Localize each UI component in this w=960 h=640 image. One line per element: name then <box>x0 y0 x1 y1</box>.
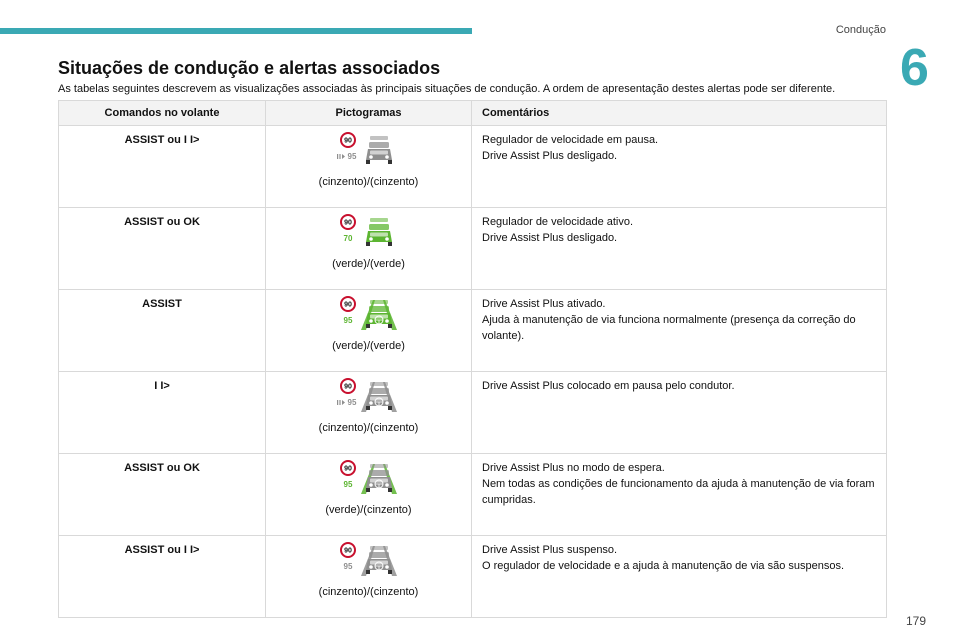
table-row <box>59 208 887 290</box>
comments-cell <box>472 290 887 372</box>
set-speed-value: 95 <box>343 480 352 489</box>
set-speed-value: 95 <box>343 562 352 571</box>
drive-assist-pictogram <box>337 296 401 334</box>
steering-command: ASSIST ou OK <box>59 454 266 536</box>
comment-line: Drive Assist Plus no modo de espera. <box>482 462 665 474</box>
comment-line: Drive Assist Plus colocado em pausa pelo condutor. <box>482 380 735 392</box>
pause-icon <box>337 154 345 159</box>
speed-limit-value: 90 <box>343 301 352 309</box>
comments-cell <box>472 454 887 536</box>
alerts-table <box>58 100 887 618</box>
drive-assist-pictogram <box>337 542 401 580</box>
pictogram-color-label: (cinzento)/(cinzento) <box>318 176 419 188</box>
drive-assist-pictogram <box>337 378 401 416</box>
set-speed-value: 95 <box>347 398 356 407</box>
steering-command: I I> <box>59 372 266 454</box>
pictogram-cell <box>266 372 472 454</box>
table-row <box>59 290 887 372</box>
steering-command: ASSIST ou I I> <box>59 126 266 208</box>
set-speed-value: 95 <box>343 316 352 325</box>
speed-limit-sign-icon <box>341 133 355 147</box>
comment-line: Regulador de velocidade em pausa. <box>482 134 659 146</box>
speed-limit-value: 90 <box>343 547 352 555</box>
pictogram-color-label: (cinzento)/(cinzento) <box>318 586 419 598</box>
comment-line: Nem todas as condições de funcionamento da ajuda à manutenção de via foram cumpridas. <box>482 478 875 506</box>
pictogram-color-label: (verde)/(verde) <box>332 340 405 352</box>
comment-line: O regulador de velocidade e a ajuda à manutenção de via são suspensos. <box>482 560 845 572</box>
speed-limit-sign-icon <box>341 461 355 475</box>
speed-limit-sign-icon <box>341 297 355 311</box>
drive-assist-pictogram <box>337 132 401 170</box>
drive-assist-pictogram <box>337 460 401 498</box>
speed-limit-sign-icon <box>341 379 355 393</box>
chapter-number: 6 <box>900 39 929 97</box>
table-row <box>59 536 887 618</box>
comments-cell <box>472 126 887 208</box>
comment-line: Ajuda à manutenção de via funciona normalmente (presença da correção do volante). <box>482 314 856 342</box>
speed-limit-value: 90 <box>343 383 352 391</box>
drive-assist-pictogram <box>337 214 401 252</box>
steering-command: ASSIST <box>59 290 266 372</box>
pictogram-cell <box>266 290 472 372</box>
comment-line: Drive Assist Plus ativado. <box>482 298 606 310</box>
pictogram-color-label: (verde)/(verde) <box>332 258 405 270</box>
header-accent-bar <box>0 28 472 34</box>
car-icon <box>366 136 392 164</box>
table-row <box>59 454 887 536</box>
pause-icon <box>337 400 345 405</box>
steering-command: ASSIST ou OK <box>59 208 266 290</box>
comment-line: Drive Assist Plus suspenso. <box>482 544 618 556</box>
intro-text: As tabelas seguintes descrevem as visualizações associadas às principais situações de condução. A ordem de apresentação destes alertas pode ser diferente. <box>58 83 836 95</box>
pictogram-color-label: (verde)/(cinzento) <box>325 504 412 516</box>
comments-cell <box>472 372 887 454</box>
header-pictograms: Pictogramas <box>266 101 472 126</box>
set-speed-value: 95 <box>347 152 356 161</box>
section-label: Condução <box>835 24 886 36</box>
pictogram-color-label: (cinzento)/(cinzento) <box>318 422 419 434</box>
page-number: 179 <box>905 614 926 628</box>
speed-limit-sign-icon <box>341 543 355 557</box>
page-title: Situações de condução e alertas associados <box>58 58 441 78</box>
table-row <box>59 126 887 208</box>
pictogram-cell <box>266 208 472 290</box>
comment-line: Drive Assist Plus desligado. <box>482 150 618 162</box>
steering-command: ASSIST ou I I> <box>59 536 266 618</box>
table-header-row <box>59 101 887 126</box>
speed-limit-sign-icon <box>341 215 355 229</box>
pictogram-cell <box>266 126 472 208</box>
header-commands: Comandos no volante <box>59 101 266 126</box>
comment-line: Drive Assist Plus desligado. <box>482 232 618 244</box>
speed-limit-value: 90 <box>343 137 352 145</box>
comments-cell <box>472 208 887 290</box>
comment-line: Regulador de velocidade ativo. <box>482 216 634 228</box>
pictogram-cell <box>266 536 472 618</box>
set-speed-value: 70 <box>343 234 352 243</box>
pictogram-cell <box>266 454 472 536</box>
speed-limit-value: 90 <box>343 465 352 473</box>
table-row <box>59 372 887 454</box>
car-icon <box>366 218 392 246</box>
header-comments: Comentários <box>472 101 887 126</box>
speed-limit-value: 90 <box>343 219 352 227</box>
comments-cell <box>472 536 887 618</box>
table-body <box>59 126 887 618</box>
